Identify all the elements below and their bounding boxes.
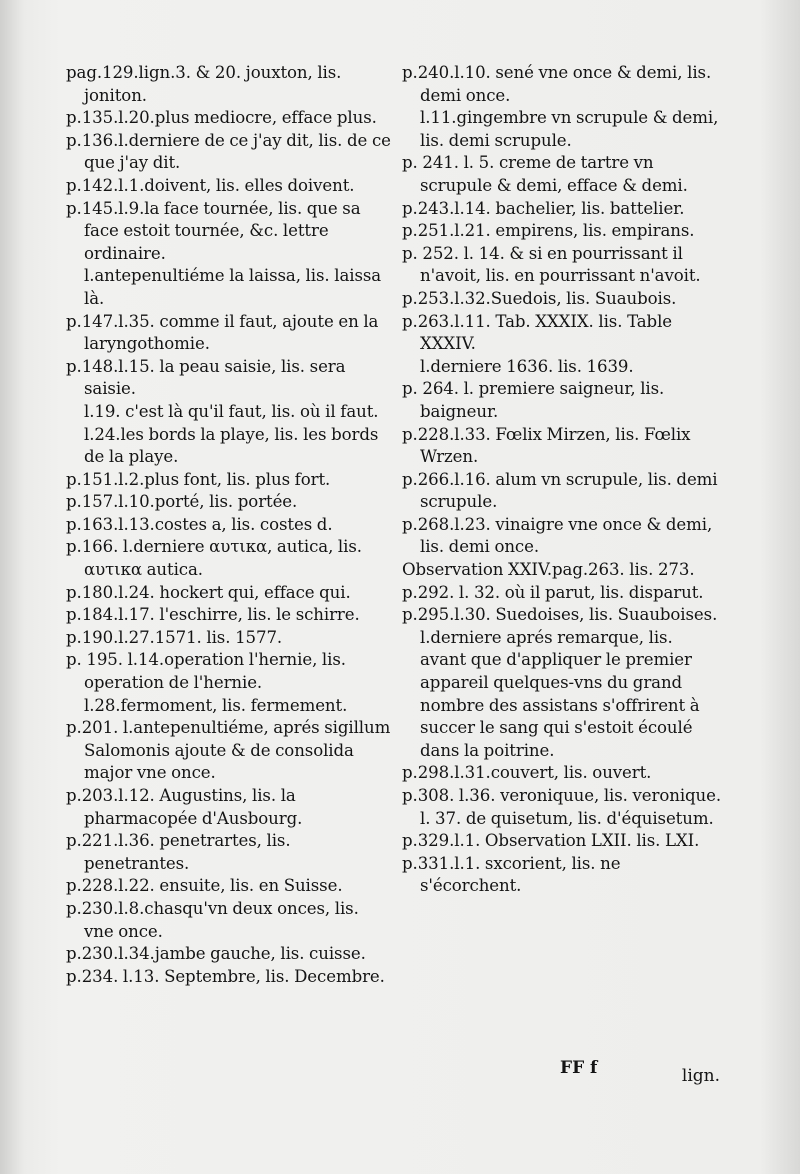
page-footer — [560, 1058, 720, 1084]
errata-entry: p.228.l.33. Fœlix Mirzen, lis. Fœlix Wrzen. — [402, 424, 691, 467]
errata-entry: p.234. l.13. Septembre, lis. Decembre. — [66, 966, 385, 986]
errata-entry: p. 264. l. premiere saigneur, lis. baigneur. — [402, 379, 665, 421]
errata-entry: p.151.l.2.plus font, lis. plus fort. — [66, 469, 331, 489]
errata-entry: p.298.l.31.couvert, lis. ouvert. — [402, 763, 652, 783]
catchword: lign. — [681, 1066, 720, 1086]
errata-entry: l.derniere aprés remarque, lis. avant que d'appliquer le premier appareil quelques-vns du grand nombre des assistans s'offrirent à succer le sang qui s'estoit écoulé dans la poitrine. — [420, 627, 700, 760]
errata-entry: p.308. l.36. veroniquue, lis. veronique. — [402, 786, 722, 805]
errata-entry: p.166. l.derniere αυτικα, autica, lis. αυτικα autica. — [66, 537, 362, 580]
errata-entry: p.201. l.antepenultiéme, aprés sigillum Salomonis ajoute & de consolida major vne once. — [66, 718, 391, 783]
errata-entry: l.24.les bords la playe, lis. les bords de la playe. — [84, 424, 379, 467]
errata-left-column — [66, 62, 391, 988]
errata-entry: p.145.l.9.la face tournée, lis. que sa face estoit tournée, &c. lettre ordinaire. — [66, 198, 361, 263]
errata-entry: p.243.l.14. bachelier, lis. battelier. — [402, 198, 685, 218]
errata-entry: p.163.l.13.costes a, lis. costes d. — [66, 514, 333, 534]
errata-entry: p.263.l.11. Tab. XXXIX. lis. Table XXXIV. — [402, 311, 672, 354]
errata-entry: l.11.gingembre vn scrupule & demi, lis. demi scrupule. — [420, 108, 719, 150]
errata-entry: Observation XXIV.pag.263. lis. 273. — [402, 560, 695, 580]
errata-entry: p.221.l.36. penetrartes, lis. penetrantes. — [66, 831, 291, 873]
errata-entry: p.203.l.12. Augustins, lis. la pharmacopée d'Ausbourg. — [66, 786, 303, 828]
errata-entry: l.derniere 1636. lis. 1639. — [420, 356, 634, 376]
errata-entry: p.228.l.22. ensuite, lis. en Suisse. — [66, 876, 343, 896]
errata-entry: p.136.l.derniere de ce j'ay dit, lis. de ce que j'ay dit. — [66, 130, 391, 173]
errata-entry: p.135.l.20.plus mediocre, efface plus. — [66, 108, 377, 128]
errata-entry: p.148.l.15. la peau saisie, lis. sera saisie. — [66, 356, 346, 399]
errata-entry: p.230.l.34.jambe gauche, lis. cuisse. — [66, 944, 366, 964]
errata-entry: l.28.fermoment, lis. fermement. — [84, 695, 348, 715]
errata-entry: l.antepenultiéme la laissa, lis. laissa là. — [84, 266, 382, 308]
errata-entry: p.331.l.1. sxcorient, lis. ne s'écorchent. — [402, 853, 621, 896]
errata-entry: p.142.l.1.doivent, lis. elles doivent. — [66, 175, 355, 195]
errata-entry: pag.129.lign.3. & 20. jouxton, lis. joniton. — [66, 63, 342, 105]
errata-entry: p.253.l.32.Suedois, lis. Suaubois. — [402, 288, 677, 308]
errata-entry: p. 195. l.14.operation l'hernie, lis. operation de l'hernie. — [66, 650, 346, 693]
errata-entry: p.251.l.21. empirens, lis. empirans. — [402, 221, 695, 241]
errata-entry: p.184.l.17. l'eschirre, lis. le schirre. — [66, 605, 360, 625]
errata-entry: p. 241. l. 5. creme de tartre vn scrupule & demi, efface & demi. — [402, 153, 688, 195]
errata-entry: p.190.l.27.1571. lis. 1577. — [66, 627, 283, 647]
errata-entry: p.295.l.30. Suedoises, lis. Suauboises. — [402, 605, 718, 625]
errata-entry: p.266.l.16. alum vn scrupule, lis. demi scrupule. — [402, 469, 718, 512]
errata-entry: p.180.l.24. hockert qui, efface qui. — [66, 582, 351, 602]
errata-entry: l.19. c'est là qu'il faut, lis. où il faut. — [84, 401, 379, 421]
errata-entry: p.157.l.10.porté, lis. portée. — [66, 492, 298, 512]
errata-entry: p.329.l.1. Observation LXII. lis. LXI. — [402, 831, 700, 851]
signature-mark: FF f — [560, 1058, 598, 1078]
errata-entry: p.147.l.35. comme il faut, ajoute en la laryngothomie. — [66, 311, 379, 354]
errata-entry: p.268.l.23. vinaigre vne once & demi, lis. demi once. — [402, 514, 713, 557]
errata-entry: p.292. l. 32. où il parut, lis. disparut. — [402, 582, 704, 602]
errata-right-column — [402, 62, 722, 898]
errata-entry: p.240.l.10. sené vne once & demi, lis. demi once. — [402, 63, 712, 105]
errata-entry: p.230.l.8.chasqu'vn deux onces, lis. vne once. — [66, 898, 359, 941]
errata-entry: p. 252. l. 14. & si en pourrissant il n'avoit, lis. en pourrissant n'avoit. — [402, 243, 701, 286]
errata-entry: l. 37. de quisetum, lis. d'équisetum. — [420, 808, 714, 828]
